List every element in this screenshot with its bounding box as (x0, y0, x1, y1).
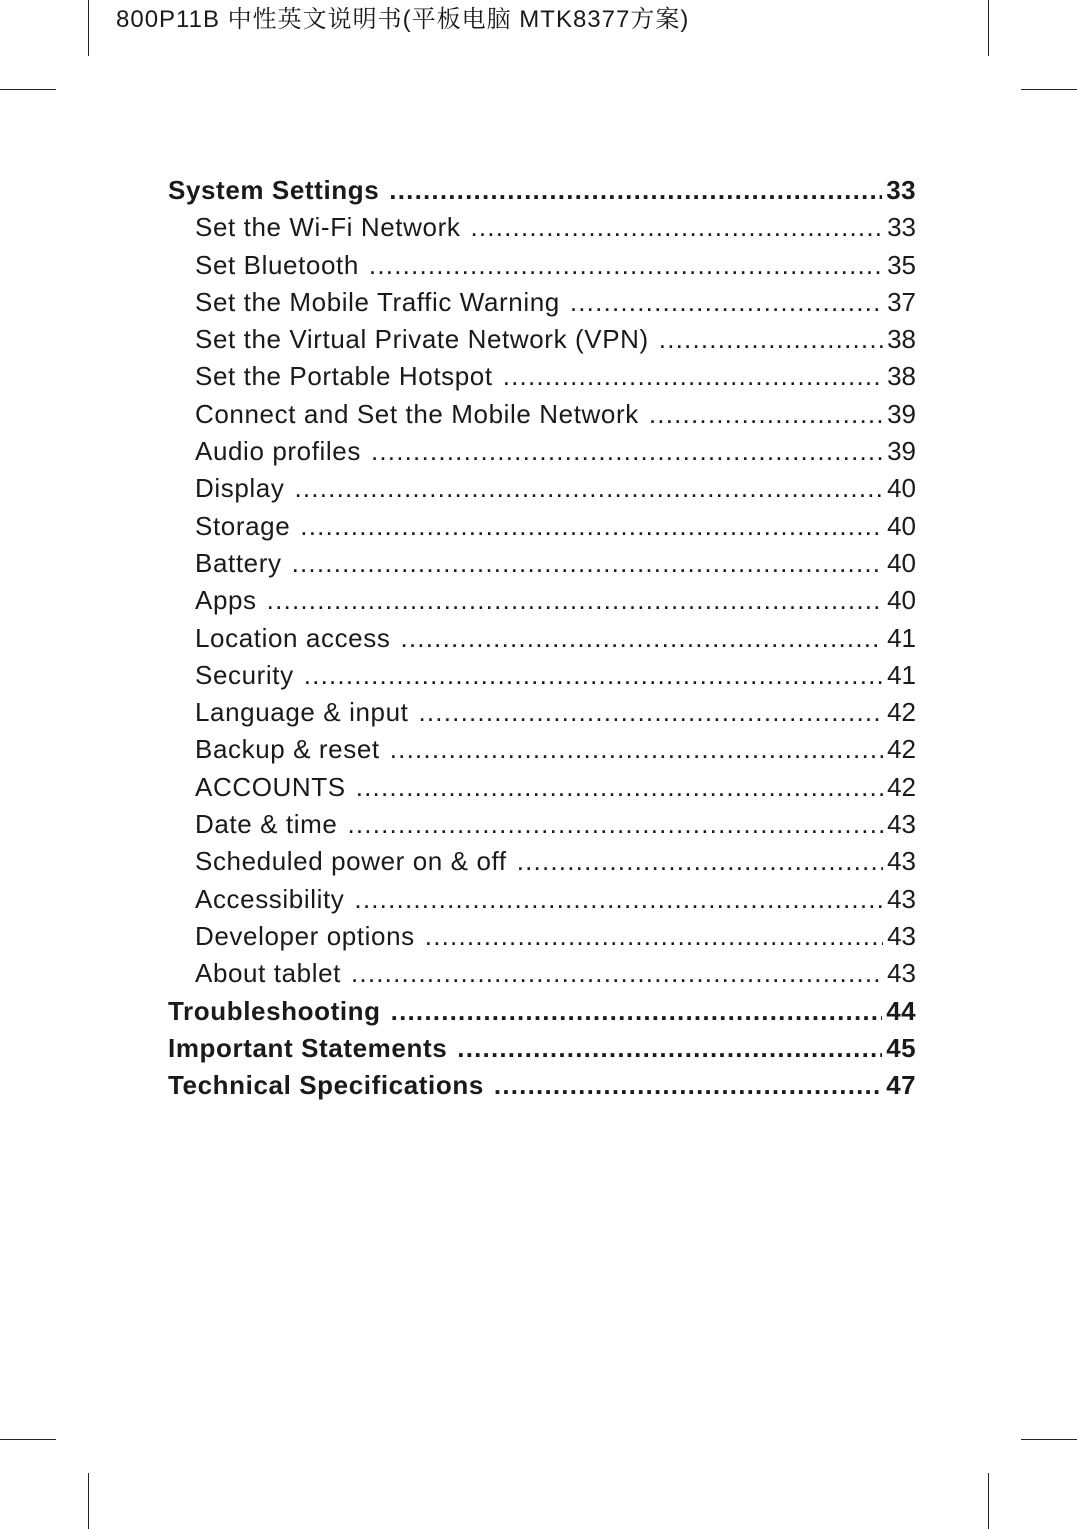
toc-entry-label: Set the Virtual Private Network (VPN) (195, 324, 649, 355)
toc-entry (168, 993, 916, 1030)
toc-entry (168, 321, 916, 358)
toc-entry-label: Scheduled power on & off (195, 846, 507, 877)
toc-entry-page-number: 39 (887, 436, 916, 467)
toc-dot-leader (659, 321, 883, 358)
toc-entry (168, 620, 916, 657)
toc-entry (168, 1030, 916, 1067)
toc-entry-label: Location access (195, 622, 391, 653)
toc-entry-label: System Settings (168, 175, 380, 205)
toc-entry-page-number: 39 (887, 398, 916, 429)
toc-entry-page-number: 42 (887, 734, 916, 765)
toc-entry (168, 694, 916, 731)
toc-entry-page-number: 35 (887, 249, 916, 280)
toc-entry (168, 209, 916, 246)
toc-entry-page-number: 44 (886, 995, 916, 1026)
toc-entry-label: ACCOUNTS (195, 771, 346, 802)
toc-entry-label: Technical Specifications (168, 1070, 484, 1101)
toc-entry-page-number: 40 (887, 510, 916, 541)
toc-entry (168, 545, 916, 582)
toc-entry-page-number: 43 (887, 846, 916, 877)
toc-entry (168, 806, 916, 843)
toc-dot-leader (292, 545, 884, 582)
toc-dot-leader (389, 172, 882, 209)
toc-dot-leader (517, 843, 883, 880)
toc-entry (168, 433, 916, 470)
crop-mark-bottom-left-horizontal (0, 1439, 56, 1440)
table-of-contents (168, 172, 916, 1104)
crop-mark-bottom-left-vertical (88, 1473, 89, 1529)
toc-entry-label: Storage (195, 510, 291, 541)
toc-entry-page-number: 45 (886, 1032, 916, 1063)
toc-entry (168, 284, 916, 321)
toc-dot-leader (304, 657, 883, 694)
toc-entry-label: Battery (195, 547, 282, 578)
toc-entry-page-number: 43 (887, 809, 916, 840)
toc-entry-page-number: 38 (887, 324, 916, 355)
toc-entry-page-number: 41 (887, 659, 916, 690)
toc-entry (168, 955, 916, 992)
toc-entry-label: Security (195, 659, 294, 690)
crop-mark-bottom-right-vertical (988, 1473, 989, 1529)
toc-entry-label: Audio profiles (195, 436, 361, 467)
toc-entry-page-number: 41 (887, 622, 916, 653)
toc-entry-page-number: 40 (887, 547, 916, 578)
toc-entry-page-number: 33 (886, 175, 916, 205)
toc-entry (168, 657, 916, 694)
toc-entry (168, 508, 916, 545)
toc-dot-leader (351, 955, 883, 992)
toc-entry-label: Connect and Set the Mobile Network (195, 398, 639, 429)
toc-entry-label: Troubleshooting (168, 995, 381, 1026)
crop-mark-top-left-vertical (88, 0, 89, 56)
toc-dot-leader (494, 1067, 882, 1104)
toc-dot-leader (418, 694, 883, 731)
toc-dot-leader (400, 620, 883, 657)
toc-entry (168, 172, 916, 209)
toc-dot-leader (369, 247, 883, 284)
toc-dot-leader (570, 284, 883, 321)
toc-entry (168, 470, 916, 507)
toc-dot-leader (503, 358, 883, 395)
toc-dot-leader (470, 209, 883, 246)
toc-entry-label: Set the Mobile Traffic Warning (195, 286, 560, 317)
crop-mark-top-right-horizontal (1021, 89, 1077, 90)
toc-dot-leader (354, 881, 883, 918)
toc-entry-page-number: 43 (887, 958, 916, 989)
toc-entry-page-number: 43 (887, 883, 916, 914)
toc-entry (168, 881, 916, 918)
toc-dot-leader (300, 508, 883, 545)
toc-entry-page-number: 40 (887, 473, 916, 504)
toc-entry-label: Display (195, 473, 285, 504)
toc-entry-label: Backup & reset (195, 734, 380, 765)
toc-dot-leader (425, 918, 883, 955)
toc-entry (168, 358, 916, 395)
toc-dot-leader (390, 731, 883, 768)
toc-dot-leader (356, 769, 883, 806)
toc-dot-leader (294, 470, 883, 507)
toc-entry-label: Accessibility (195, 883, 345, 914)
toc-entry (168, 769, 916, 806)
toc-entry-page-number: 42 (887, 771, 916, 802)
toc-entry-label: Set Bluetooth (195, 249, 359, 280)
toc-entry-page-number: 42 (887, 697, 916, 728)
toc-dot-leader (391, 993, 883, 1030)
toc-entry (168, 396, 916, 433)
toc-entry-page-number: 33 (887, 212, 916, 243)
crop-mark-top-right-vertical (988, 0, 989, 56)
toc-entry-label: About tablet (195, 958, 341, 989)
toc-entry-page-number: 43 (887, 920, 916, 951)
toc-entry-label: Important Statements (168, 1032, 448, 1063)
toc-dot-leader (649, 396, 883, 433)
crop-mark-bottom-right-horizontal (1021, 1439, 1077, 1440)
toc-dot-leader (457, 1030, 882, 1067)
toc-entry-label: Language & input (195, 697, 409, 728)
toc-entry-page-number: 40 (887, 585, 916, 616)
toc-entry-page-number: 38 (887, 361, 916, 392)
toc-entry-page-number: 37 (887, 286, 916, 317)
toc-entry-label: Developer options (195, 920, 415, 951)
toc-entry-label: Set the Wi-Fi Network (195, 212, 461, 243)
toc-entry (168, 582, 916, 619)
toc-entry (168, 918, 916, 955)
toc-entry (168, 731, 916, 768)
toc-dot-leader (347, 806, 883, 843)
toc-entry (168, 247, 916, 284)
toc-dot-leader (371, 433, 883, 470)
toc-entry-label: Set the Portable Hotspot (195, 361, 493, 392)
page-header-title: 800P11B 中性英文说明书(平板电脑 MTK8377方案) (116, 6, 690, 33)
crop-mark-top-left-horizontal (0, 89, 56, 90)
toc-entry-label: Apps (195, 585, 257, 616)
toc-dot-leader (267, 582, 883, 619)
toc-entry-page-number: 47 (886, 1070, 916, 1101)
toc-entry (168, 1067, 916, 1104)
toc-entry (168, 843, 916, 880)
toc-entry-label: Date & time (195, 809, 338, 840)
